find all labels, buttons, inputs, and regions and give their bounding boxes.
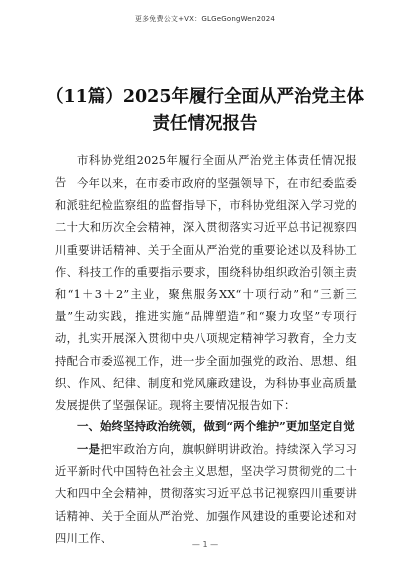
report-heading: 市科协党组2025年履行全面从严治党主体责任情况报告 (55, 154, 357, 190)
header-note: 更多免费公文+VX：GLGeGongWen2024 (134, 15, 276, 23)
title-line-1: （11篇）2025年履行全面从严治党主体 (45, 87, 365, 107)
section-1-paragraph (55, 438, 357, 550)
section-1-lead: 一是 (77, 442, 101, 456)
page-number: — 1 — (191, 540, 219, 549)
document-title (40, 84, 370, 138)
section-1-heading: 一、始终坚持政治统领，做到“两个维护”更加坚定自觉 (77, 419, 355, 433)
title-line-2: 责任情况报告 (152, 114, 258, 134)
intro-paragraph: 今年以来，在市委市政府的坚强领导下，在市纪委监委和派驻纪检监察组的监督指导下，市科协党组深入学习党的二十大和历次全会精神，深入贯彻落实习近平总书记视察四川重要讲话精神、关于全面从严治党的重要论述以及科协工作、科技工作的重要指示要求，围绕科协组织政治引领主责和“1＋3＋2”主业，聚焦服务XX“十项行动”和“三新三量”生动实践，推进实施“品牌塑造”和“聚力攻坚”专项行动，扎实开展深入贯彻中央八项规定精神学习教育，全力支持配合市委巡视工作，进一步全面加强党的政治、思想、组织、作风、纪律、制度和党风廉政建设，为科协事业高质量发展提供了坚强保证。现将主要情况报告如下： (55, 177, 357, 413)
section-1-text: 把牢政治方向，旗帜鲜明讲政治。持续深入学习习近平新时代中国特色社会主义思想，坚决学习贯彻党的二十大和四中全会精神，贯彻落实习近平总书记视察四川重要讲话精神、关于全面从严治党、加强作风建设的重要论述和对四川工作、 (55, 443, 357, 545)
